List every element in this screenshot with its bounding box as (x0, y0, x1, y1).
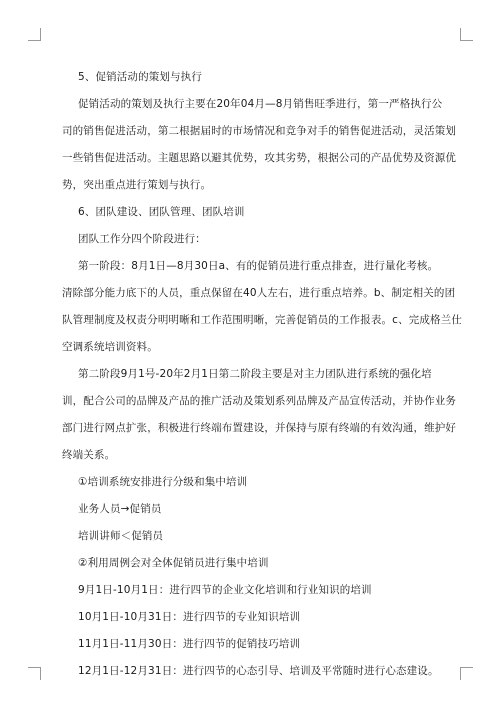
paragraph-line: 团队工作分四个阶段进行： (78, 233, 206, 245)
paragraph-line: 司的销售促进活动，第二根据届时的市场情况和竞争对手的销售促进活动，灵活策划 (62, 125, 457, 137)
schedule-item: 11月1日-11月30日：进行四节的促销技巧培训 (78, 638, 301, 650)
paragraph-line: 一些销售促进活动。主题思路以避其优势，攻其劣势，根据公司的产品优势及资源优 (62, 152, 457, 164)
schedule-item: 12月1日-12月31日：进行四节的心态引导、培训及平常随时进行心态建设。 (78, 665, 439, 677)
paragraph-line: 势，突出重点进行策划与执行。 (62, 179, 212, 191)
crop-mark-top-left (28, 28, 41, 41)
crop-mark-bottom-left (28, 667, 41, 680)
paragraph-line: 部门进行网点扩张，积极进行终端布置建设，并保持与原有终端的有效沟通，维护好 (62, 422, 457, 434)
list-item: ①培训系统安排进行分级和集中培训 (78, 476, 248, 488)
crop-mark-top-right (460, 28, 473, 41)
paragraph-line: 清除部分能力底下的人员，重点保留在40人左右，进行重点培养。b、制定相关的团 (62, 287, 456, 299)
list-item: 培训讲师＜促销员 (78, 530, 164, 542)
paragraph-line: 队管理制度及权责分明明晰和工作范围明晰，完善促销员的工作报表。c、完成格兰仕 (62, 314, 462, 326)
paragraph-line: 空调系统培训资料。 (62, 341, 158, 353)
schedule-item: 10月1日-10月31日：进行四节的专业知识培训 (78, 611, 301, 623)
list-item: 业务人员→促销员 (78, 503, 162, 515)
list-item: ②利用周例会对全体促销员进行集中培训 (78, 557, 269, 569)
paragraph-line: 第一阶段：8月1日—8月30日a、有的促销员进行重点排查，进行量化考核。 (78, 260, 439, 272)
paragraph-line: 训，配合公司的品牌及产品的推广活动及策划系列品牌及产品宣传活动，并协作业务 (62, 395, 457, 407)
paragraph-line: 第二阶段9月1号-20年2月1日第二阶段主要是对主力团队进行系统的强化培 (78, 368, 432, 380)
paragraph-line: 终端关系。 (62, 449, 116, 461)
section-heading-team: 6、团队建设、团队管理、团队培训 (78, 206, 245, 218)
section-heading-promotion: 5、促销活动的策划与执行 (78, 71, 202, 83)
schedule-item: 9月1日-10月1日：进行四节的企业文化培训和行业知识的培训 (78, 584, 372, 596)
paragraph-line: 促销活动的策划及执行主要在20年04月—8月销售旺季进行，第一严格执行公 (78, 98, 443, 110)
